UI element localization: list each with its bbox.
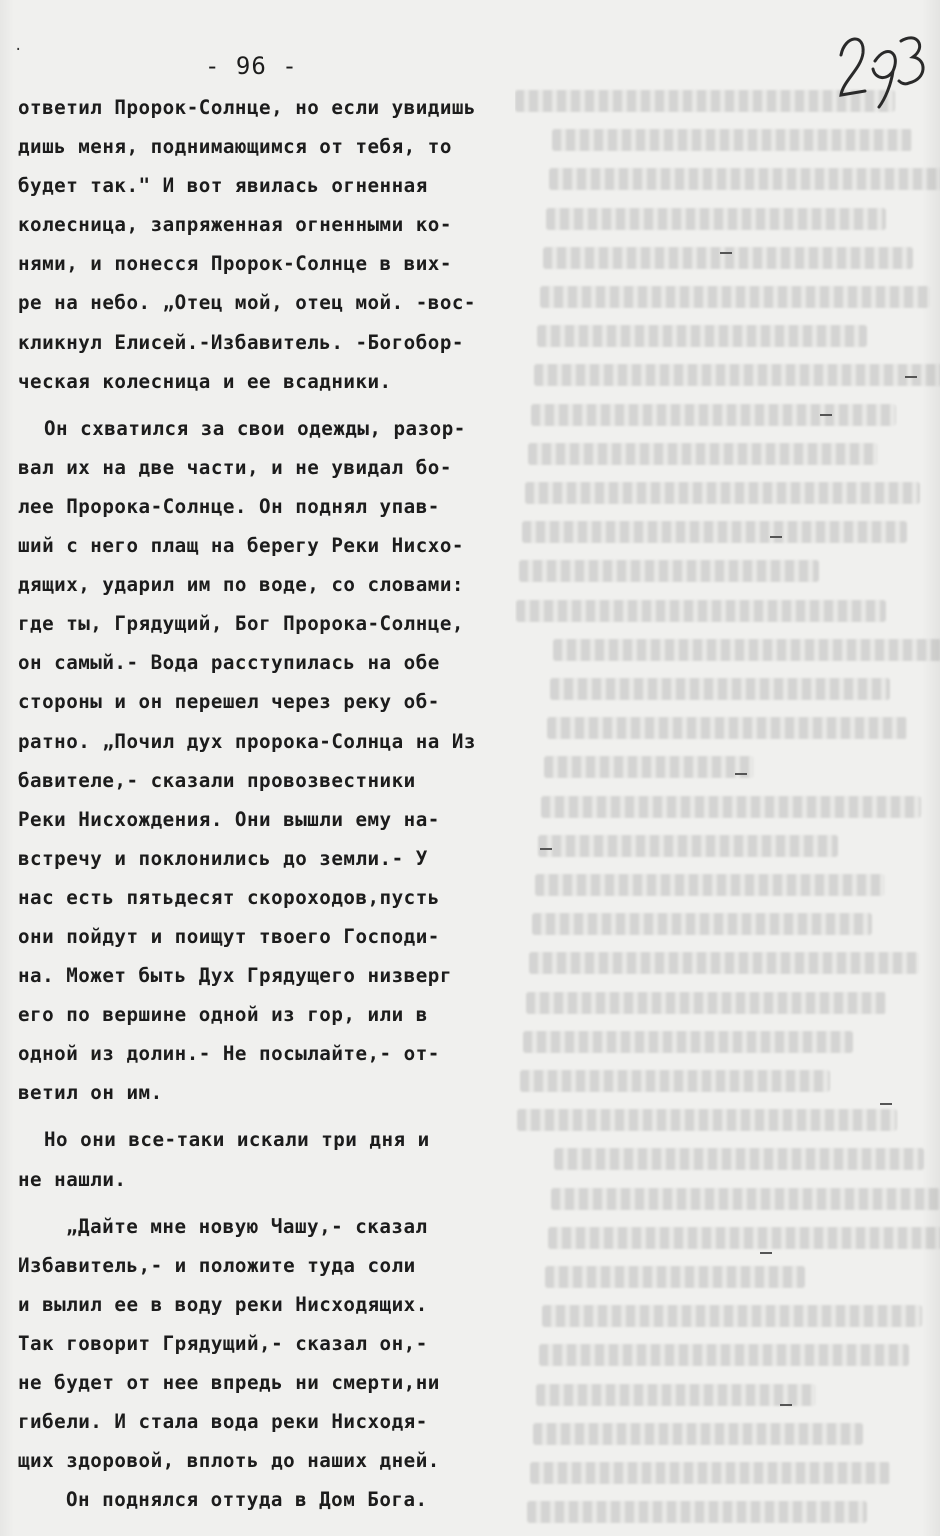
bleed-line [547, 717, 907, 739]
bleed-line [526, 992, 886, 1014]
margin-dash [760, 1252, 772, 1254]
bleed-line [525, 482, 920, 504]
text-line: Избавитель,- и положите туда соли [18, 1253, 416, 1277]
margin-dash [770, 536, 782, 538]
bleed-line [532, 913, 872, 935]
bleed-line [522, 521, 907, 543]
bleed-line [540, 286, 930, 308]
text-line: ветил он им. [18, 1081, 163, 1105]
bleed-line [544, 756, 754, 778]
margin-dash [540, 848, 552, 850]
text-line: колесница, запряженная огненными ко- [18, 213, 452, 237]
text-line: ре на небо. „Отец мой, отец мой. -вос- [18, 291, 476, 315]
bleed-line [552, 129, 912, 151]
text-line: „Дайте мне новую Чашу,- сказал [66, 1214, 428, 1238]
text-line: стороны и он перешел через реку об- [18, 690, 440, 714]
text-line: ратно. „Почил дух пророка-Солнца на Из [18, 729, 476, 753]
text-line: ответил Пророк-Солнце, но если увидишь [18, 96, 476, 119]
bleed-line [535, 874, 885, 896]
margin-dash [780, 1404, 792, 1406]
margin-dash [880, 1103, 892, 1105]
text-line: и вылил ее в воду реки Нисходящих. [18, 1292, 428, 1316]
text-line: Реки Нисхождения. Они вышли ему на- [18, 807, 440, 831]
page-number: - 96 - [205, 52, 298, 80]
bleed-line [527, 1501, 867, 1523]
text-line: нями, и понесся Пророк-Солнце в вих- [18, 252, 452, 276]
text-line: Но они все-таки искали три дня и [44, 1128, 430, 1152]
text-line: Он поднялся оттуда в Дом Бога. [66, 1488, 428, 1512]
handwritten-folio-number [835, 25, 927, 111]
text-line: гибели. И стала вода реки Нисходя- [18, 1410, 428, 1434]
margin-dash [905, 376, 917, 378]
bleed-line [519, 560, 819, 582]
bleed-line [550, 678, 890, 700]
bleed-line [538, 835, 838, 857]
text-line: ший с него плащ на берегу Реки Нисхо- [18, 534, 464, 558]
text-line: где ты, Грядущий, Бог Пророка-Солнце, [18, 612, 464, 636]
text-line: щих здоровой, вплоть до наших дней. [18, 1449, 440, 1473]
text-line: встречу и поклонились до земли.- У [18, 846, 428, 870]
text-line: бавителе,- сказали провозвестники [18, 768, 416, 792]
bleed-line [541, 796, 921, 818]
text-line: одной из долин.- Не посылайте,- от- [18, 1042, 440, 1066]
bleed-line [528, 443, 878, 465]
margin-dash [820, 414, 832, 416]
bleed-line [551, 1188, 940, 1210]
bleed-line [516, 600, 886, 622]
margin-dash [735, 773, 747, 775]
body-text [18, 88, 518, 1519]
bleed-line [529, 952, 919, 974]
bleed-line [537, 325, 867, 347]
margin-dash [720, 252, 732, 254]
bleed-line [531, 404, 896, 426]
edge-mark: · [14, 42, 23, 58]
text-line: дящих, ударил им по воде, со словами: [18, 573, 464, 597]
text-line: Он схватился за свои одежды, разор- [44, 416, 466, 440]
bleed-line [543, 247, 913, 269]
text-line: Так говорит Грядущий,- сказал он,- [18, 1331, 428, 1355]
text-line: не нашли. [18, 1167, 127, 1191]
text-line: его по вершине одной из гор, или в [18, 1003, 428, 1027]
text-line: кликнул Елисей.-Избавитель. -Богобор- [18, 330, 464, 354]
text-line: будет так." И вот явилась огненная [18, 174, 428, 198]
text-line: он самый.- Вода расступилась на обе [18, 651, 440, 675]
text-line: лее Пророка-Солнце. Он поднял упав- [18, 494, 440, 518]
bleed-line [549, 168, 940, 190]
bleed-line [545, 1266, 805, 1288]
bleed-line [534, 364, 940, 386]
bleed-line [530, 1462, 890, 1484]
bleed-line [523, 1031, 853, 1053]
text-line: нас есть пятьдесят скороходов,пусть [18, 885, 440, 909]
text-line: дишь меня, поднимающимся от тебя, то [18, 135, 452, 159]
bleed-line [533, 1423, 863, 1445]
text-line: вал их на две части, и не увидал бо- [18, 455, 452, 479]
text-line: не будет от нее впредь ни смерти,ни [18, 1371, 440, 1394]
text-line: на. Может быть Дух Грядущего низверг [18, 964, 452, 988]
bleed-line [539, 1344, 909, 1366]
bleed-line [536, 1384, 816, 1406]
bleed-line [546, 208, 886, 230]
bleed-line [517, 1109, 897, 1131]
bleed-line [542, 1305, 922, 1327]
text-line: ческая колесница и ее всадники. [18, 369, 392, 393]
bleed-line [553, 639, 940, 661]
bleed-line [554, 1148, 924, 1170]
text-line: они пойдут и поищут твоего Господи- [18, 924, 440, 948]
show-through-text [515, 60, 940, 1530]
bleed-line [520, 1070, 830, 1092]
bleed-line [548, 1227, 940, 1249]
